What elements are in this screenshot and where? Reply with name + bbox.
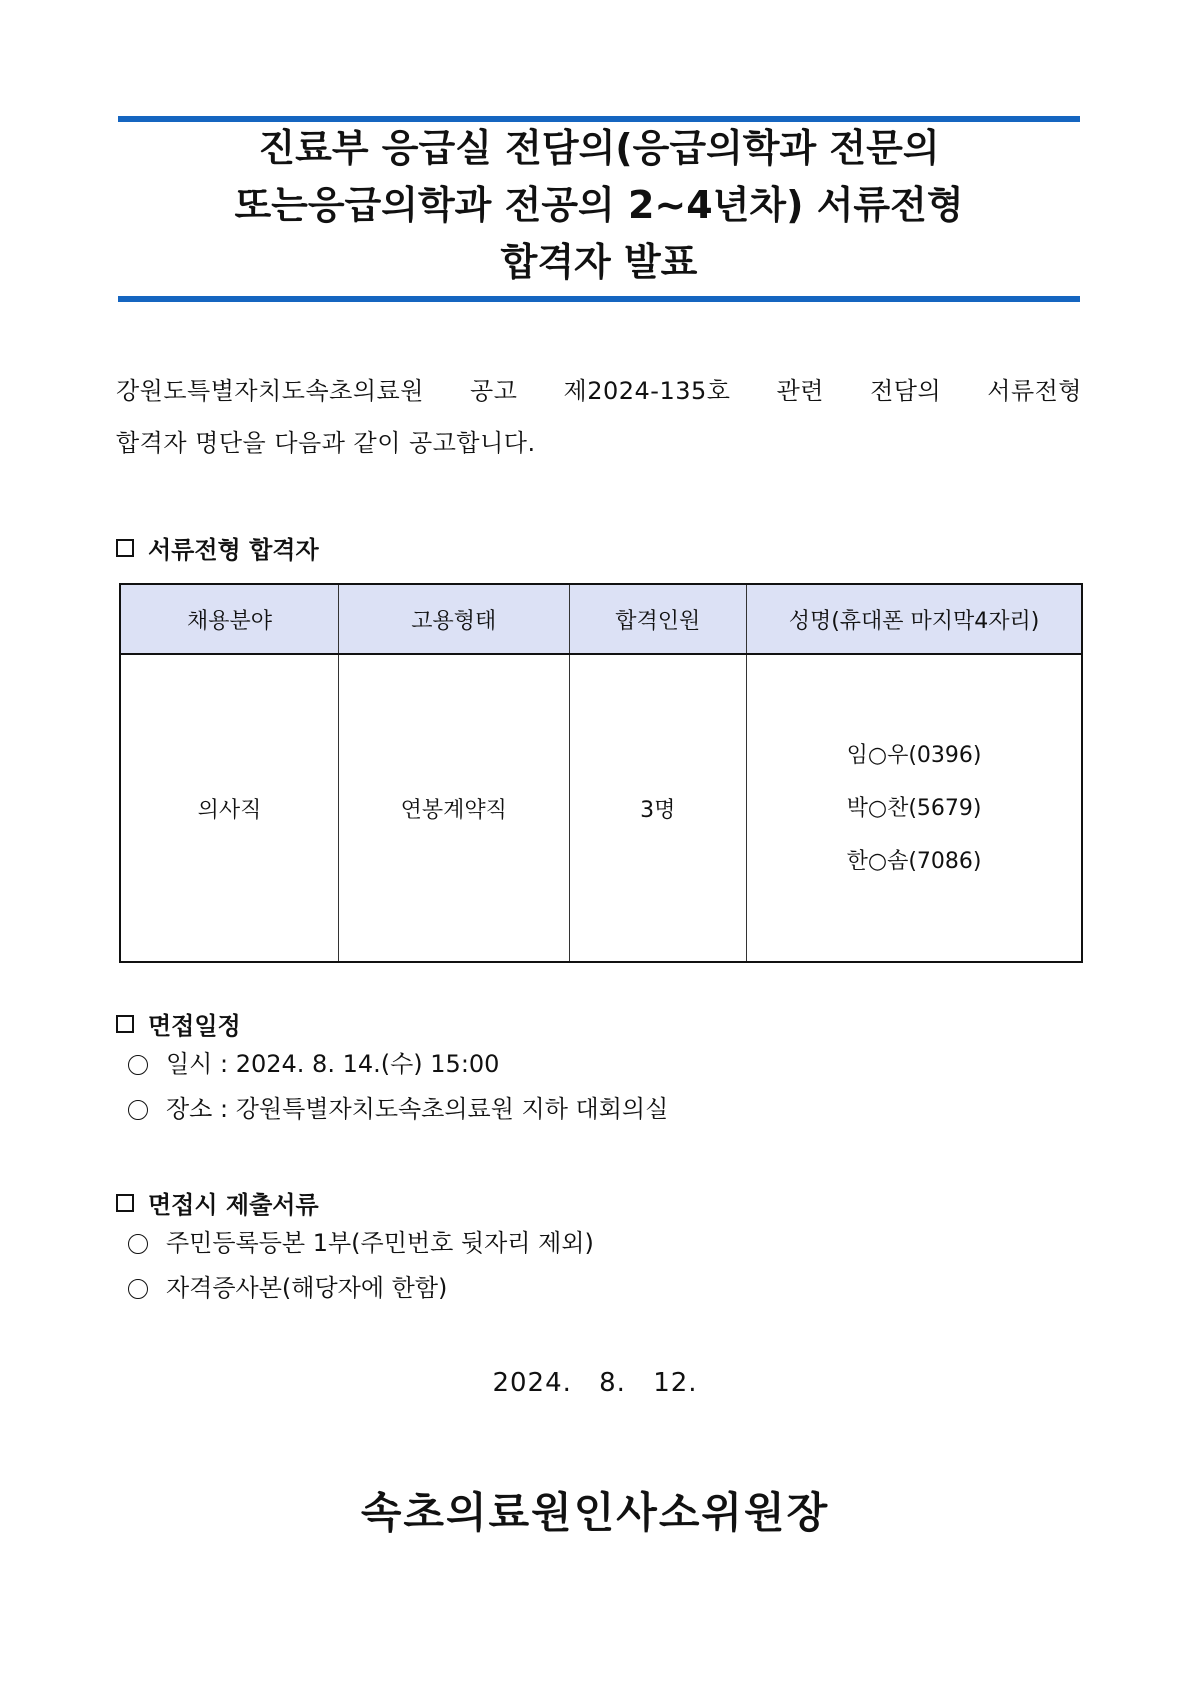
announcement-date: 2024. 8. 12. — [492, 1368, 698, 1398]
interview-location: 장소 : 강원특별자치도속초의료원 지하 대회의실 — [166, 1095, 669, 1123]
cell-type: 연봉계약직 — [339, 654, 569, 962]
cell-count: 3명 — [569, 654, 747, 962]
signer: 속초의료원인사소위원장 — [360, 1488, 830, 1537]
table-header-row — [120, 584, 1082, 654]
header-field: 채용분야 — [120, 584, 339, 654]
list-item — [128, 1042, 668, 1087]
candidate-name: 박○찬(5679) — [846, 795, 982, 821]
document-item: 자격증사본(해당자에 한함) — [166, 1274, 448, 1302]
circle-bullet-icon — [128, 1055, 148, 1075]
circle-bullet-icon — [128, 1100, 148, 1120]
table-row — [120, 654, 1082, 962]
candidate-name: 한○솜(7086) — [846, 848, 982, 874]
title-line-3: 합격자 발표 — [500, 240, 698, 284]
header-count: 합격인원 — [569, 584, 747, 654]
section-interview-heading — [116, 1006, 241, 1041]
square-bullet-icon — [116, 1015, 134, 1033]
section-documents-heading — [116, 1185, 319, 1220]
circle-bullet-icon — [128, 1279, 148, 1299]
title-line-2: 또는응급의학과 전공의 2~4년차) 서류전형 — [234, 183, 964, 227]
title-bottom-rule — [118, 296, 1080, 302]
header-names: 성명(휴대폰 마지막4자리) — [747, 584, 1082, 654]
section-documents-label: 면접시 제출서류 — [148, 1191, 319, 1219]
cell-field: 의사직 — [120, 654, 339, 962]
documents-list — [128, 1221, 594, 1311]
section-pass-heading — [116, 530, 319, 565]
intro-line-2: 합격자 명단을 다음과 같이 공고합니다. — [116, 429, 536, 457]
section-pass-label: 서류전형 합격자 — [148, 536, 319, 564]
interview-list — [128, 1042, 668, 1132]
square-bullet-icon — [116, 1194, 134, 1212]
list-item — [128, 1087, 668, 1132]
pass-table — [119, 583, 1083, 963]
list-item — [128, 1221, 594, 1266]
section-interview-label: 면접일정 — [148, 1012, 241, 1040]
header-type: 고용형태 — [339, 584, 569, 654]
candidate-name: 임○우(0396) — [846, 742, 982, 768]
interview-datetime: 일시 : 2024. 8. 14.(수) 15:00 — [166, 1050, 500, 1078]
intro-paragraph — [116, 365, 1082, 469]
title-line-1: 진료부 응급실 전담의(응급의학과 전문의 — [258, 126, 940, 170]
circle-bullet-icon — [128, 1234, 148, 1254]
cell-names — [747, 654, 1082, 962]
intro-line-1: 강원도특별자치도속초의료원 공고 제2024-135호 관련 전담의 서류전형 — [116, 377, 1082, 405]
document-item: 주민등록등본 1부(주민번호 뒷자리 제외) — [166, 1229, 594, 1257]
list-item — [128, 1266, 594, 1311]
square-bullet-icon — [116, 539, 134, 557]
page-title — [118, 120, 1080, 291]
